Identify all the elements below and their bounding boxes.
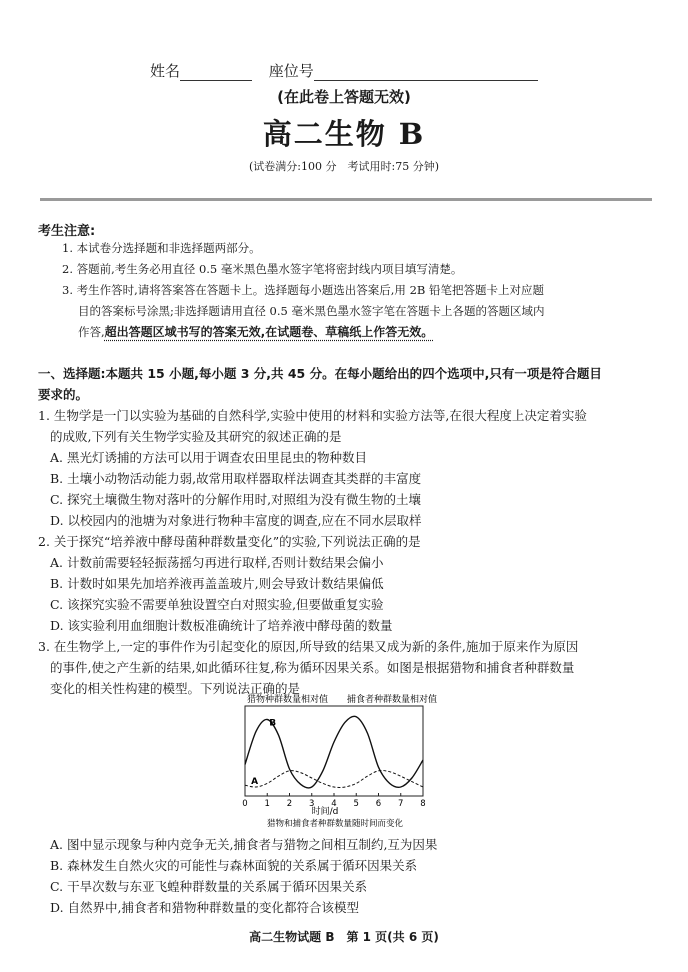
x-tick-label: 2 xyxy=(286,799,293,809)
q2-option-d: D. 该实验利用血细胞计数板准确统计了培养液中酵母菌的数量 xyxy=(50,618,393,633)
stem-line: 1. 生物学是一门以实验为基础的自然科学,实验中使用的材料和实验方法等,在很大程度上决定着实验 xyxy=(38,408,587,423)
x-tick-label: 7 xyxy=(398,799,404,809)
notice-title: 考生注意: xyxy=(38,224,96,239)
section-line: 一、选择题:本题共 15 小题,每小题 3 分,共 45 分。在每小题给出的四个选项中,只有一项是符合题目 xyxy=(38,366,602,381)
q3-option-c: C. 干旱次数与东亚飞蝗种群数量的关系属于循环因果关系 xyxy=(50,879,368,894)
seat-label: 座位号 xyxy=(268,62,314,80)
stem-line: 变化的相关性构建的模型。下列说法正确的是 xyxy=(50,681,301,696)
chart-xlabel: 时间/d xyxy=(311,807,339,817)
stem-line: 3. 在生物学上,一定的事件作为引起变化的原因,所导致的结果又成为新的条件,施加于原来作为原因 xyxy=(38,639,579,654)
q1-option-b: B. 土壤小动物活动能力弱,故常用取样器取样法调查其类群的丰富度 xyxy=(50,471,422,486)
page-footer: 高二生物试题 B 第 1 页(共 6 页) xyxy=(249,930,439,944)
q2-option-a: A. 计数前需要轻轻振荡摇匀再进行取样,否则计数结果会偏小 xyxy=(50,555,384,570)
notice-item xyxy=(78,322,678,343)
question-2-stem xyxy=(38,531,658,552)
x-tick-label: 0 xyxy=(242,799,248,809)
section-line: 要求的。 xyxy=(38,387,89,402)
series-label-b: B xyxy=(269,718,277,729)
chart-ylabel-right: 捕食者种群数量相对值 xyxy=(347,695,438,705)
q1-option-c: C. 探究土壤微生物对落叶的分解作用时,对照组为没有微生物的土壤 xyxy=(50,492,422,507)
notice-item-lead: 作答, xyxy=(78,325,105,339)
q3-option-d: D. 自然界中,捕食者和猎物种群数量的变化都符合该模型 xyxy=(50,900,359,915)
exam-info: (试卷满分:100 分 考试用时:75 分钟) xyxy=(249,160,439,173)
seat-blank xyxy=(314,64,538,81)
section-heading xyxy=(38,363,653,405)
population-chart xyxy=(225,690,465,830)
divider xyxy=(40,198,652,201)
question-1-stem xyxy=(38,405,658,447)
notice-item: 3. 考生作答时,请将答案答在答题卡上。选择题每小题选出答案后,用 2B 铅笔把答题卡上对应题 xyxy=(62,283,545,297)
q1-option-a: A. 黑光灯诱捕的方法可以用于调查农田里昆虫的物种数目 xyxy=(50,450,367,465)
chart-caption: 猎物和捕食者种群数量随时间而变化 xyxy=(266,819,404,829)
page-title: 高二生物 B xyxy=(262,117,426,151)
q3-option-a: A. 图中显示现象与种内竞争无关,捕食者与猎物之间相互制约,互为因果 xyxy=(50,837,438,852)
stem-line: 2. 关于探究“培养液中酵母菌种群数量变化”的实验,下列说法正确的是 xyxy=(38,534,421,549)
x-tick-label: 3 xyxy=(309,799,315,809)
chart-ylabel-left: 猎物种群数量相对值 xyxy=(247,695,329,705)
x-tick-label: 4 xyxy=(331,799,337,809)
x-tick-label: 6 xyxy=(375,799,382,809)
notice-item: 1. 本试卷分选择题和非选择题两部分。 xyxy=(62,241,261,255)
notice-emphasis: 超出答题区域书写的答案无效,在试题卷、草稿纸上作答无效。 xyxy=(104,325,434,339)
x-tick-label: 5 xyxy=(353,799,359,809)
q3-option-b: B. 森林发生自然火灾的可能性与森林面貌的关系属于循环因果关系 xyxy=(50,858,418,873)
stem-line: 的事件,使之产生新的结果,如此循环往复,称为循环因果关系。如图是根据猎物和捕食者种群数量 xyxy=(50,660,575,675)
x-tick-label: 1 xyxy=(264,799,270,809)
name-blank xyxy=(180,64,252,81)
name-seat-row xyxy=(150,60,538,81)
stem-line: 的成败,下列有关生物学实验及其研究的叙述正确的是 xyxy=(50,429,342,444)
notice-item: 目的答案标号涂黑;非选择题请用直径 0.5 毫米黑色墨水签字笔在答题卡上各题的答题区域内 xyxy=(78,304,545,318)
x-tick-label: 8 xyxy=(420,799,426,809)
q2-option-b: B. 计数时如果先加培养液再盖盖玻片,则会导致计数结果偏低 xyxy=(50,576,384,591)
series-label-a: A xyxy=(251,777,259,787)
series-line-a xyxy=(245,770,423,787)
invalid-notice: (在此卷上答题无效) xyxy=(277,88,411,106)
name-label: 姓名 xyxy=(150,62,181,80)
q2-option-c: C. 该探究实验不需要单独设置空白对照实验,但要做重复实验 xyxy=(50,597,384,612)
notice-item: 2. 答题前,考生务必用直径 0.5 毫米黑色墨水签字笔将密封线内项目填写清楚。 xyxy=(62,262,463,276)
q1-option-d: D. 以校园内的池塘为对象进行物种丰富度的调查,应在不同水层取样 xyxy=(50,513,422,528)
